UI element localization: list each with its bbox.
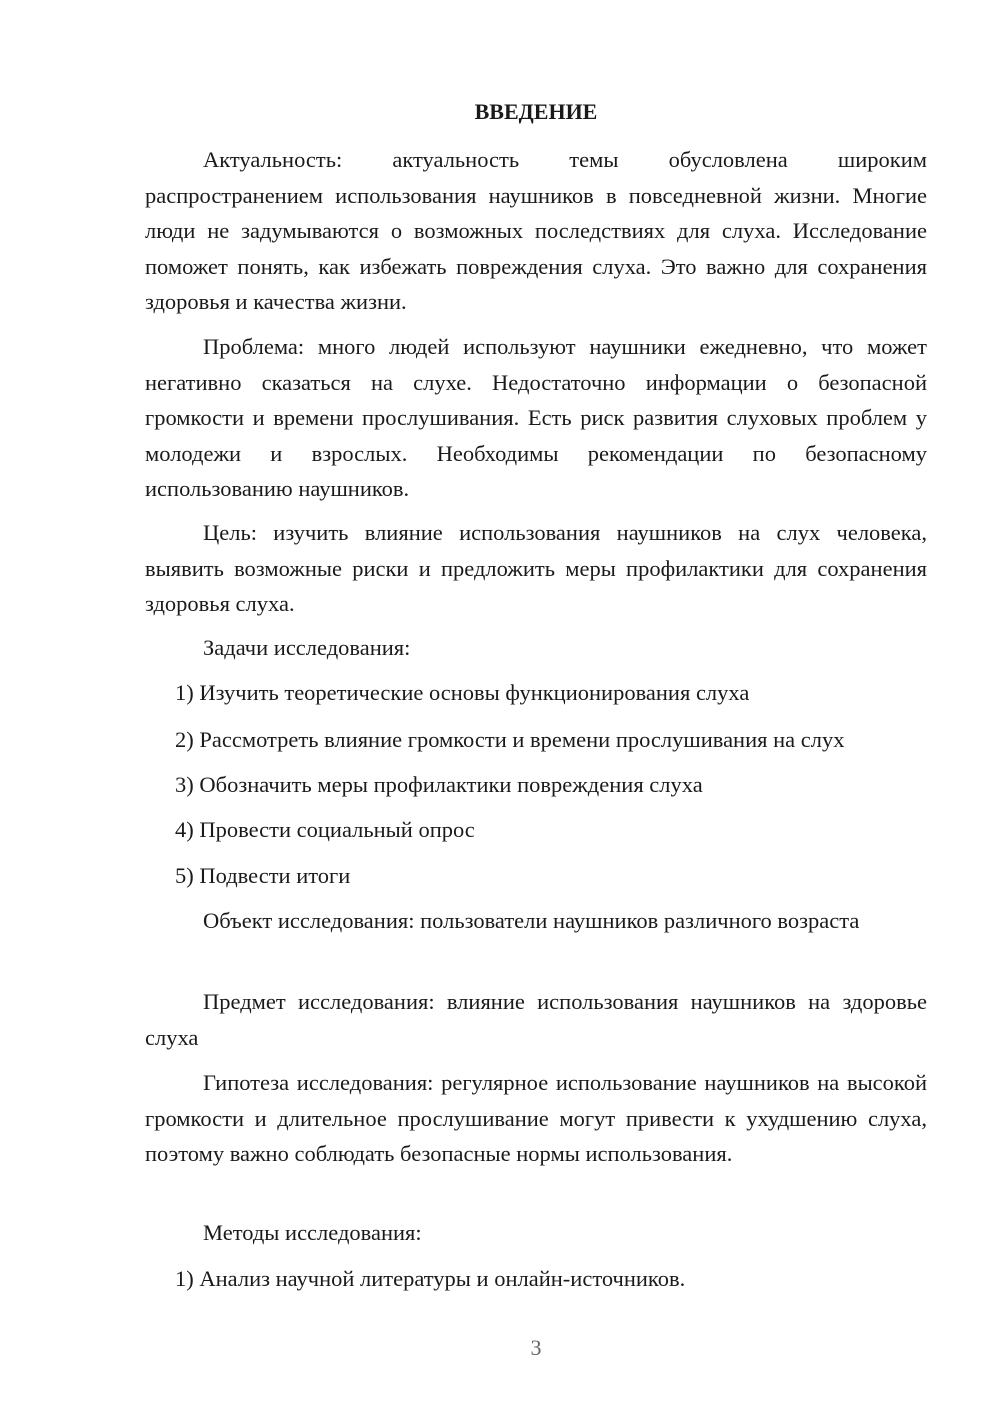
methods-label: Методы исследования: — [203, 1220, 422, 1245]
subject-paragraph: Предмет исследования: влияние использования наушников на здоровье слуха — [145, 989, 927, 1050]
hypothesis-paragraph: Гипотеза исследования: регулярное использование наушников на высокой громкости и длительное прослушивание могут привести к ухудшению слуха, поэтому важно соблюдать безопасные нормы использования. — [145, 1070, 927, 1166]
section-heading: ВВЕДЕНИЕ — [474, 99, 598, 124]
task-item-1: 1) Изучить теоретические основы функционирования слуха — [175, 680, 750, 705]
method-item-1: 1) Анализ научной литературы и онлайн-источников. — [175, 1266, 686, 1291]
task-item-2: 2) Рассмотреть влияние громкости и времени прослушивания на слух — [175, 727, 845, 752]
task-item-5: 5) Подвести итоги — [175, 863, 351, 888]
goal-paragraph: Цель: изучить влияние использования наушников на слух человека, выявить возможные риски и предложить меры профилактики для сохранения здоровья слуха. — [145, 520, 927, 616]
page-number: 3 — [530, 1335, 542, 1360]
task-item-4: 4) Провести социальный опрос — [175, 817, 475, 842]
task-item-3: 3) Обозначить меры профилактики повреждения слуха — [175, 772, 703, 797]
tasks-label: Задачи исследования: — [203, 635, 411, 660]
relevance-paragraph: Актуальность: актуальность темы обусловлена широким распространением использования наушников в повседневной жизни. Многие люди не задумываются о возможных последствиях для слуха. Исследование поможет понять, как избежать повреждения слуха. Это важно для сохранения здоровья и качества жизни. — [145, 147, 927, 314]
problem-paragraph: Проблема: много людей используют наушники ежедневно, что может негативно сказаться на слухе. Недостаточно информации о безопасной громкости и времени прослушивания. Есть риск развития слуховых проблем у молодежи и взрослых. Необходимы рекомендации по безопасному использованию наушников. — [145, 334, 927, 501]
object-paragraph: Объект исследования: пользователи наушников различного возраста — [203, 908, 860, 933]
